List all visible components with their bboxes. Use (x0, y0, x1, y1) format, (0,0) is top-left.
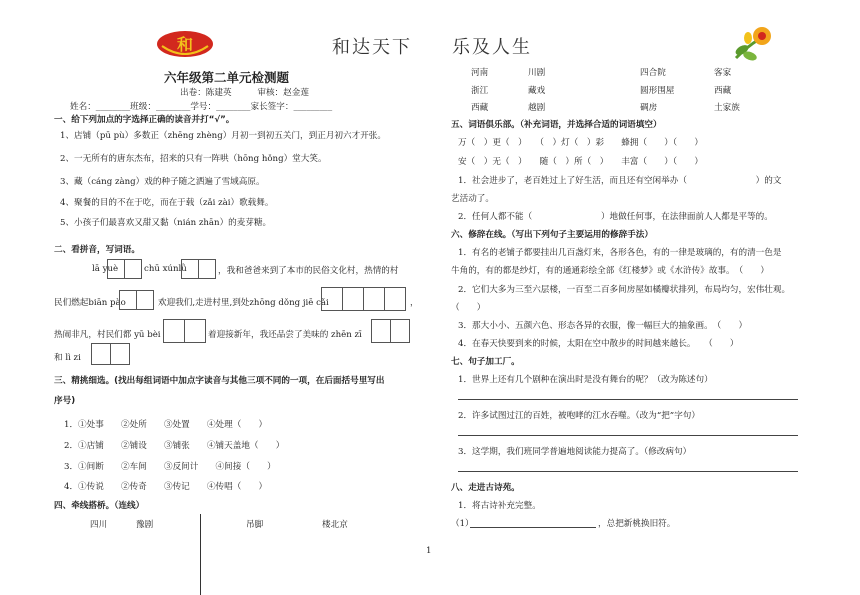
match-cell[interactable]: 碉房 (640, 103, 658, 113)
match-left-item[interactable]: 豫剧 (136, 520, 154, 530)
match-cell[interactable]: 圆形围屋 (640, 86, 675, 96)
q2-text: 和 lì zi (54, 353, 81, 363)
q2-text: ， (410, 298, 419, 308)
q2-text: ，我和爸爸来到了本市的民俗文化村，热情的村 (218, 266, 399, 276)
svg-text:和: 和 (176, 35, 194, 54)
pinyin-prompt: lā yuè (92, 264, 119, 274)
q3-item: 1．①处事 ②处所 ③处置 ④处理（ ） (64, 420, 268, 430)
match-cell[interactable]: 川剧 (528, 68, 546, 78)
school-logo (152, 22, 218, 60)
q6-heading: 六、修辞在线。（写出下列句子主要运用的修辞手法） (451, 230, 653, 240)
q3-item: 2．①店铺 ②铺设 ③铺张 ④铺天盖地（ ） (64, 441, 285, 451)
q1-item: 4、聚餐的目的不在于吃，而在于载（zǎi zài）歌载舞。 (60, 198, 274, 208)
match-cell[interactable]: 客家 (714, 68, 732, 78)
pinyin-prompt: chū xúnlǜ (144, 264, 187, 274)
q1-item: 2、一无所有的唐东杰布，招来的只有一阵哄（hōng hǒng）堂大笑。 (60, 154, 327, 164)
q1-item: 3、藏（cáng zàng）戏的种子随之洒遍了雪域高原。 (60, 177, 265, 187)
q7-sentence: 3．这学期，我们班同学普遍地阅读能力提高了。（修改病句） (458, 447, 692, 457)
match-left-item[interactable]: 四川 (90, 520, 108, 530)
q8-sentence: （1） (451, 519, 474, 529)
match-cell[interactable]: 土家族 (714, 103, 740, 113)
page-header-motto: 和达天下 乐及人生 (332, 37, 532, 58)
match-right-item[interactable]: 吊脚 (246, 520, 264, 530)
q2-text: 民们燃起biān pào (54, 298, 126, 308)
match-cell[interactable]: 西藏 (471, 103, 489, 113)
answer-boxes[interactable] (120, 289, 154, 310)
q6-sentence: 4．在春天快要到来的时候，太阳在空中散步的时间越来越长。 （ ） (458, 339, 739, 349)
answer-boxes[interactable] (182, 258, 216, 279)
match-right-item[interactable]: 楼北京 (322, 520, 348, 530)
answer-boxes[interactable] (372, 319, 410, 343)
q2-text: 欢迎我们,走进村里,到处zhōng dǒng jiē cǎi (158, 298, 329, 308)
q8-heading: 八、走进古诗苑。 (451, 483, 520, 493)
q1-heading: 一、给下列加点的字选择正确的读音并打“√”。 (54, 115, 235, 125)
answer-line[interactable] (458, 399, 798, 400)
q5-row: 万（ ）更（ ） （ ）灯（ ）彩 蜂拥（ ）（ ） (458, 138, 703, 148)
q7-heading: 七、句子加工厂。 (451, 357, 520, 367)
q4-heading: 四、牵线搭桥。（连线） (54, 501, 145, 511)
q8-sentence: ，总把新桃换旧符。 (598, 519, 676, 529)
match-cell[interactable]: 河南 (471, 68, 489, 78)
flower-icon (728, 18, 778, 68)
q3-heading-cont: 序号) (54, 396, 76, 406)
student-info-line: 姓名：________班级：________学号：________家长签字：_________ (70, 102, 333, 112)
answer-boxes[interactable] (92, 343, 130, 365)
q6-sentence: 3．那大小小、五颜六色、形态各异的衣服，像一幅巨大的抽象画。 （ ） (458, 321, 748, 331)
match-divider (200, 514, 201, 595)
q3-item: 4．①传说 ②传奇 ③传记 ④传唱（ ） (64, 482, 268, 492)
answer-boxes[interactable] (108, 258, 142, 279)
exam-authors: 出卷：陈建英 审核：赵金莲 (180, 88, 309, 98)
match-cell[interactable]: 浙江 (471, 86, 489, 96)
q5-heading: 五、词语俱乐部。（补充词语，并选择合适的词语填空） (451, 120, 662, 130)
q5-sentence: 2．任何人都不能（ ）地做任何事，在法律面前人人都是平等的。 (458, 212, 773, 222)
q1-item: 5、小孩子们最喜欢又甜又黏（nián zhān）的麦芽糖。 (60, 218, 272, 228)
q7-sentence: 2．许多试图过江的百姓，被咆哮的江水吞噬。（改为“把”字句） (458, 411, 700, 421)
q6-sentence: 2．它们大多为三至六层楼，一百至二百多间房屋如橘瓣状排列，布局均匀，宏伟壮观。 (458, 285, 791, 295)
answer-boxes[interactable] (164, 319, 206, 343)
q5-sentence: 1．社会进步了，老百姓过上了好生活，而且还有空闲举办（ ）的文 (458, 176, 782, 186)
q2-text: 着迎接新年，我还品尝了美味的 zhēn zī (208, 330, 362, 340)
match-cell[interactable]: 西藏 (714, 86, 732, 96)
q6-sentence: 牛角的，有的都是纱灯，有的通通彩绘全部《红楼梦》或《水浒传》故事。 （ ） (451, 266, 769, 276)
page-number: 1 (426, 546, 432, 556)
q5-row: 安（ ）无（ ） 随（ ）所（ ） 丰富（ ）（ ） (458, 157, 703, 167)
exam-title: 六年级第二单元检测题 (164, 70, 290, 85)
q6-sentence: （ ） (451, 303, 486, 313)
poem-blank[interactable] (470, 527, 596, 528)
q6-sentence: 1．有名的老铺子都要挂出几百盏灯来，各形各色，有的一律是玻璃的，有的清一色是 (458, 248, 782, 258)
q3-heading: 三、精挑细选。(找出每组词语中加点字读音与其他三项不同的一项，在后面括号里写出 (54, 376, 385, 386)
q3-item: 3．①间断 ②车间 ③反间计 ④间接（ ） (64, 462, 276, 472)
q7-sentence: 1．世界上还有几个剧种在演出时是没有舞台的呢？（改为陈述句） (458, 375, 713, 385)
q2-text: 热闹非凡，村民们都 yū bèi (54, 330, 161, 340)
q8-sentence: 1．将古诗补充完整。 (458, 501, 541, 511)
answer-line[interactable] (458, 435, 798, 436)
answer-line[interactable] (458, 471, 798, 472)
answer-boxes[interactable] (322, 287, 406, 311)
q1-item: 1、店铺（pū pù）多数正（zhēng zhèng）月初一到初五关门，到正月初六才开张。 (60, 131, 386, 141)
match-cell[interactable]: 越剧 (528, 103, 546, 113)
match-cell[interactable]: 藏戏 (528, 86, 546, 96)
q2-heading: 二、看拼音，写词语。 (54, 245, 140, 255)
q5-sentence: 艺活动了。 (451, 194, 494, 204)
match-cell[interactable]: 四合院 (640, 68, 666, 78)
